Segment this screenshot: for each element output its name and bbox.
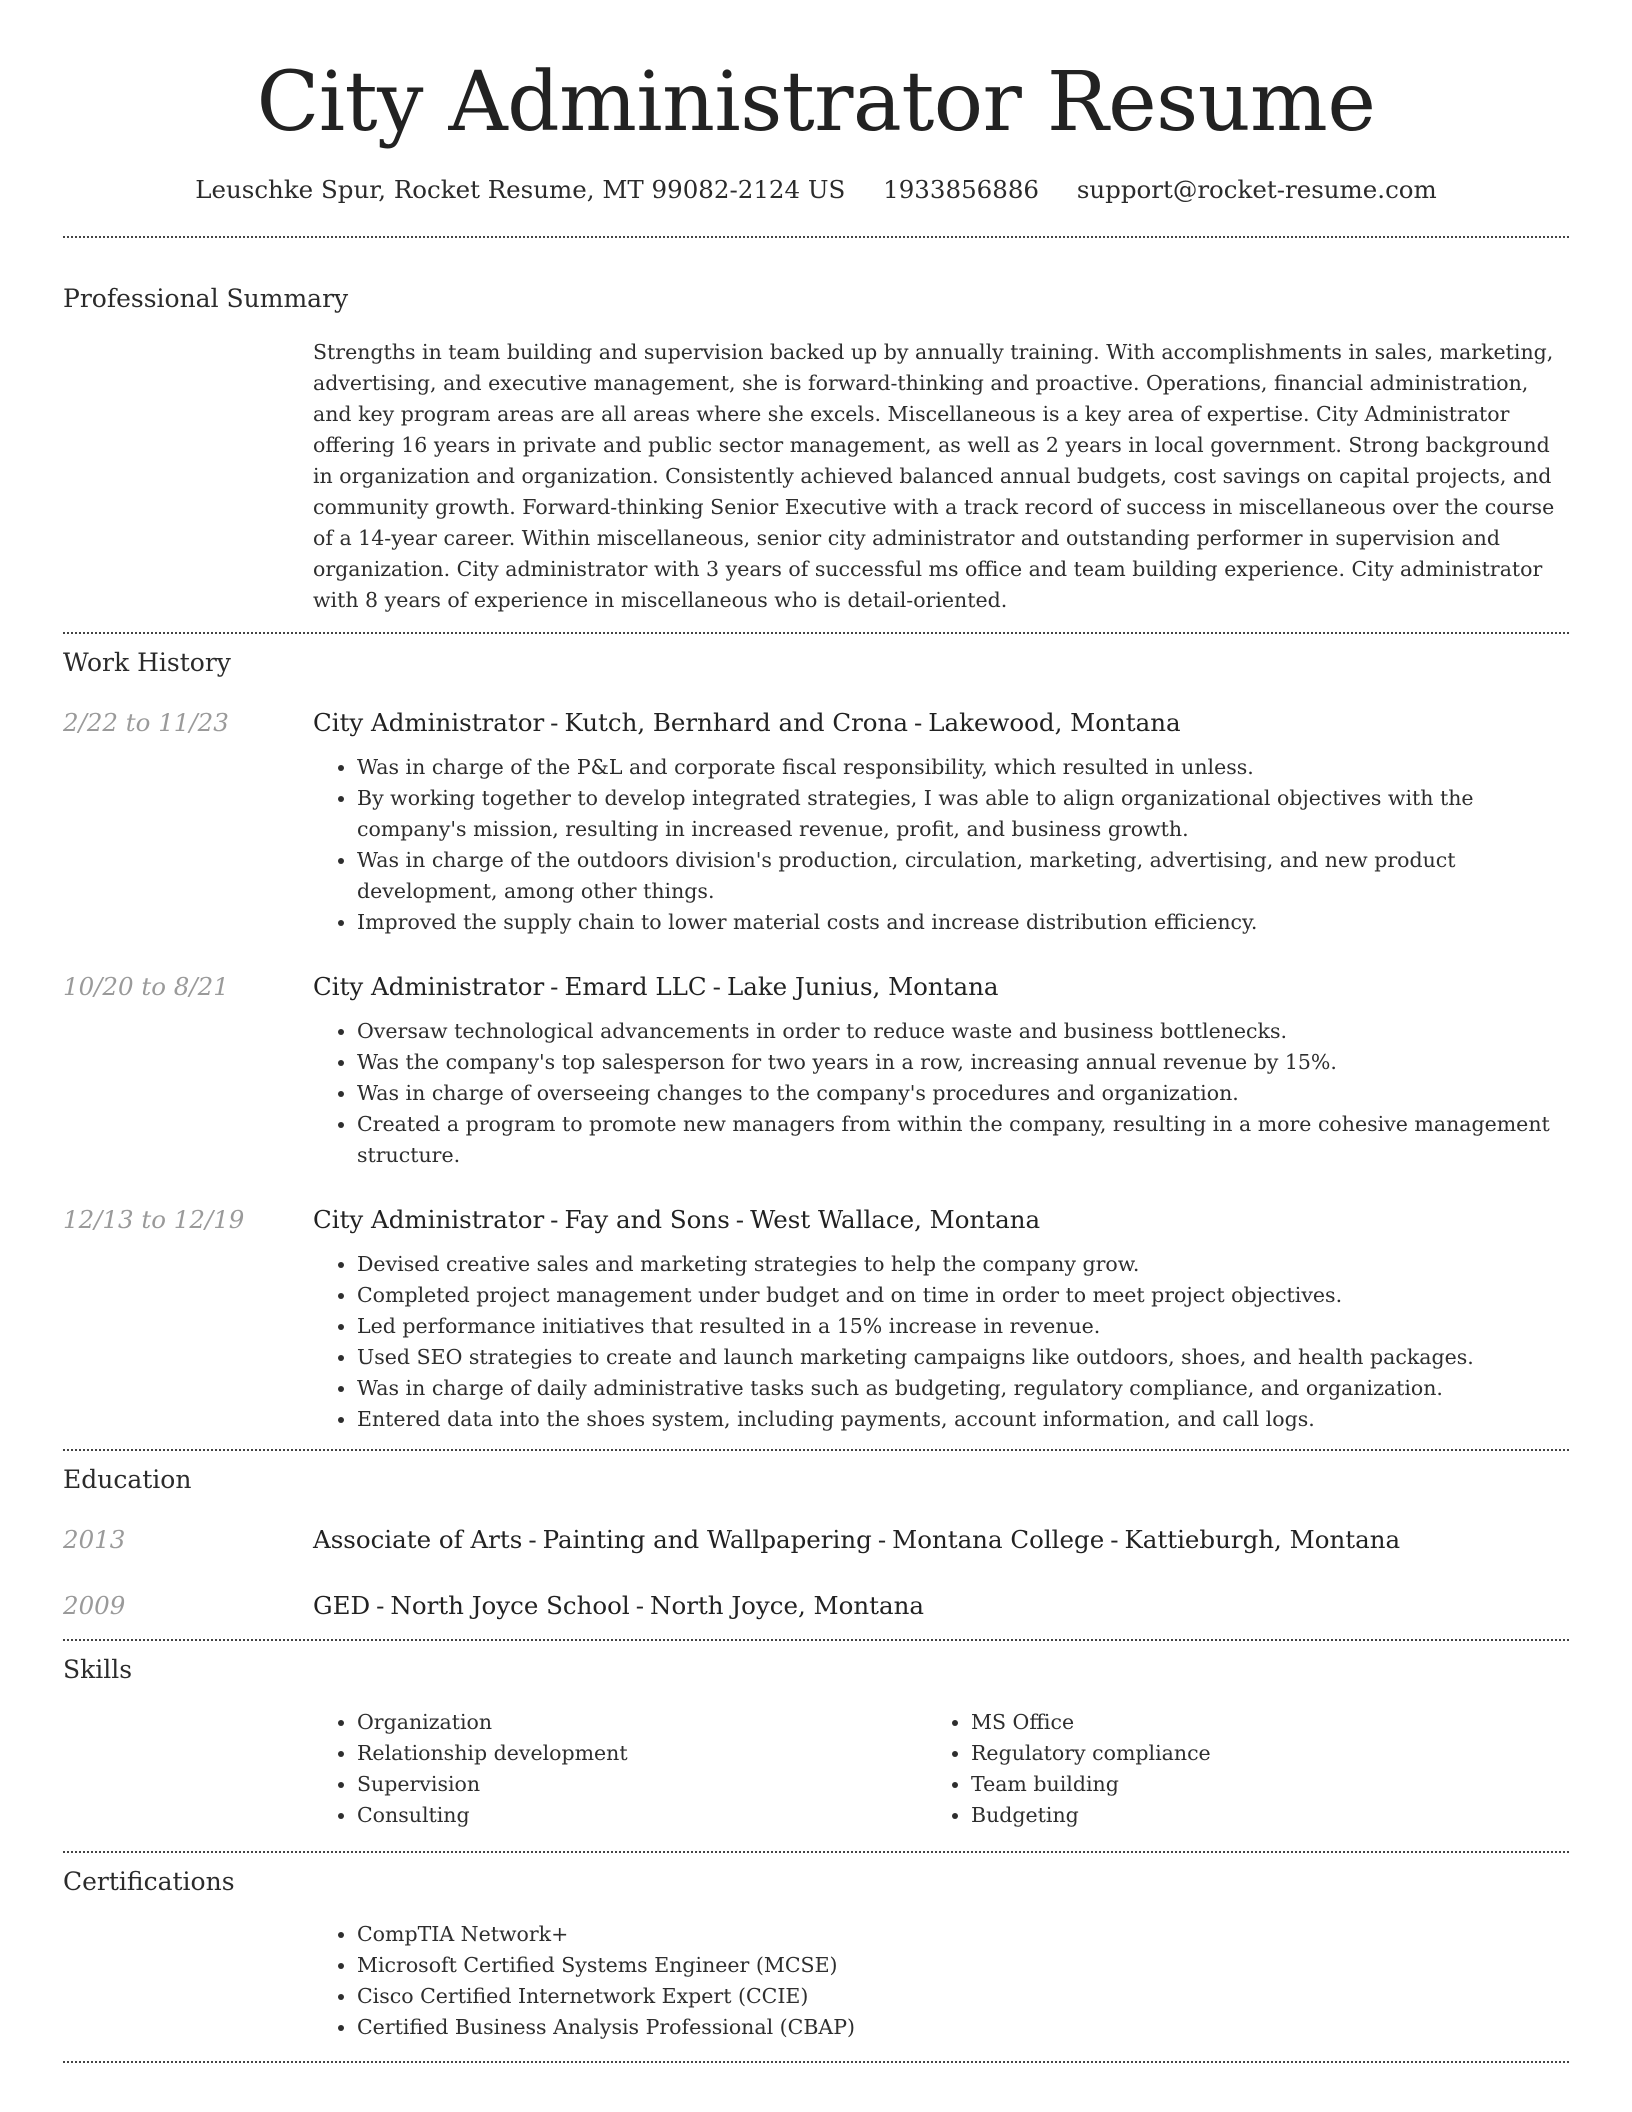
job-location: Lake Junius, Montana: [726, 972, 999, 1001]
certification-item: • Microsoft Certified Systems Engineer (MCSE): [357, 1950, 1569, 1981]
education-heading-line: [313, 1523, 1569, 1557]
skills-list: [927, 1707, 1541, 1831]
work-dates: 10/20 to 8/21: [63, 972, 229, 1001]
job-title: City Administrator: [313, 1205, 545, 1234]
certification-item: • Cisco Certified Internetwork Expert (CCIE): [357, 1981, 1569, 2012]
separator: -: [635, 1591, 645, 1620]
education-heading: Education: [63, 1465, 192, 1494]
list-item: • Entered data into the shoes system, including payments, account information, and call logs.: [357, 1404, 1569, 1435]
list-item: • Oversaw technological advancements in order to reduce waste and business bottlenecks.: [357, 1016, 1569, 1047]
contact-phone: 1933856886: [883, 175, 1040, 204]
divider: [63, 2061, 1569, 2063]
list-item: • Was in charge of the outdoors division's production, circulation, marketing, advertising, and new product development, among other things.: [357, 845, 1569, 907]
cert-bullets: [313, 1919, 1569, 2043]
work-history-heading: Work History: [63, 648, 231, 677]
education-body: [313, 1523, 1569, 1557]
education-section: [63, 1451, 1569, 1623]
separator: -: [550, 972, 559, 1001]
separator: -: [550, 1205, 559, 1234]
job-title: City Administrator: [313, 708, 545, 737]
list-item: • Used SEO strategies to create and launch marketing campaigns like outdoors, shoes, and health packages.: [357, 1342, 1569, 1373]
skill-item: • Budgeting: [971, 1800, 1541, 1831]
education-entry: [63, 1589, 1569, 1623]
page-title: City Administrator Resume: [256, 55, 1376, 150]
work-body: [313, 970, 1569, 1171]
education-body: [313, 1589, 1569, 1623]
skills-column-left: [313, 1707, 927, 1831]
work-body: [313, 1203, 1569, 1435]
skills-section: [63, 1641, 1569, 1831]
certifications-section: [63, 1853, 1569, 2043]
school-location: North Joyce, Montana: [650, 1591, 925, 1620]
skills-list: [313, 1707, 927, 1831]
separator: -: [913, 708, 923, 737]
work-history-section: [63, 634, 1569, 1435]
separator: -: [550, 708, 559, 737]
list-item: • Was in charge of the P&L and corporate fiscal responsibility, which resulted in unless.: [357, 752, 1569, 783]
list-item: • Was in charge of daily administrative tasks such as budgeting, regulatory compliance, and organization.: [357, 1373, 1569, 1404]
work-bullets: [313, 752, 1569, 938]
skill-item: • Team building: [971, 1769, 1541, 1800]
summary-section: [63, 238, 1569, 616]
list-item: • Was the company's top salesperson for two years in a row, increasing annual revenue by 15%.: [357, 1047, 1569, 1078]
list-item: • Completed project management under budget and on time in order to meet project objectives.: [357, 1280, 1569, 1311]
separator: -: [528, 1525, 537, 1554]
skill-item: • Consulting: [357, 1800, 927, 1831]
work-bullets: [313, 1249, 1569, 1435]
company-name: Kutch, Bernhard and Crona: [564, 708, 908, 737]
skill-item: • Regulatory compliance: [971, 1738, 1541, 1769]
contact-address: Leuschke Spur, Rocket Resume, MT 99082-2124 US: [195, 175, 846, 204]
school-name: North Joyce School: [390, 1591, 630, 1620]
education-entry: [63, 1523, 1569, 1557]
skills-grid: [313, 1707, 1569, 1831]
skill-item: • Organization: [357, 1707, 927, 1738]
list-item: • Was in charge of overseeing changes to the company's procedures and organization.: [357, 1078, 1569, 1109]
skills-heading: Skills: [63, 1655, 133, 1684]
separator: -: [1110, 1525, 1119, 1554]
education-year: 2009: [63, 1591, 126, 1620]
work-heading: [313, 970, 1569, 1004]
work-heading: [313, 706, 1569, 740]
work-body: [313, 706, 1569, 938]
work-entry: [63, 970, 1569, 1171]
school-location: Kattieburgh, Montana: [1124, 1525, 1401, 1554]
job-title: City Administrator: [313, 972, 545, 1001]
certification-item: • CompTIA Network+: [357, 1919, 1569, 1950]
work-entry: [63, 706, 1569, 938]
school-name: Montana College: [892, 1525, 1105, 1554]
skill-item: • Supervision: [357, 1769, 927, 1800]
certifications-heading: Certifications: [63, 1867, 235, 1896]
skill-item: • MS Office: [971, 1707, 1541, 1738]
summary-heading: Professional Summary: [63, 284, 349, 313]
separator: -: [735, 1205, 745, 1234]
list-item: • Created a program to promote new managers from within the company, resulting in a more cohesive management structure.: [357, 1109, 1569, 1171]
work-bullets: [313, 1016, 1569, 1171]
skills-column-right: [927, 1707, 1541, 1831]
list-item: • Devised creative sales and marketing strategies to help the company grow.: [357, 1249, 1569, 1280]
work-dates: 2/22 to 11/23: [63, 708, 229, 737]
company-name: Fay and Sons: [564, 1205, 730, 1234]
job-location: West Wallace, Montana: [750, 1205, 1041, 1234]
education-year: 2013: [63, 1525, 126, 1554]
contact-email: support@rocket-resume.com: [1076, 175, 1437, 204]
work-dates: 12/13 to 12/19: [63, 1205, 245, 1234]
field-of-study: Painting and Wallpapering: [542, 1525, 872, 1554]
list-item: • Led performance initiatives that resulted in a 15% increase in revenue.: [357, 1311, 1569, 1342]
skill-item: • Relationship development: [357, 1738, 927, 1769]
company-name: Emard LLC: [564, 972, 707, 1001]
separator: -: [712, 972, 721, 1001]
education-heading-line: [313, 1589, 1569, 1623]
list-item: • By working together to develop integrated strategies, I was able to align organizational objectives with the company's mission, resulting in increased revenue, profit, and business growth.: [357, 783, 1569, 845]
contact-line: [63, 174, 1569, 206]
separator: -: [376, 1591, 385, 1620]
work-heading: [313, 1203, 1569, 1237]
separator: -: [877, 1525, 887, 1554]
certification-item: • Certified Business Analysis Professional (CBAP): [357, 2012, 1569, 2043]
job-location: Lakewood, Montana: [928, 708, 1181, 737]
degree: GED: [313, 1591, 371, 1620]
degree: Associate of Arts: [313, 1525, 523, 1554]
summary-text: Strengths in team building and supervision backed up by annually training. With accomplishments in sales, marketing, advertising, and executive management, she is forward-thinking and proactive. Operations, financial administration, and key program areas are all areas where she excels. Miscellaneous is a key area of expertise. City Administrator offering 16 years in private and public sector management, as well as 2 years in local government. Strong background in organization and organization. Consistently achieved balanced annual budgets, cost savings on capital projects, and community growth. Forward-thinking Senior Executive with a track record of success in miscellaneous over the course of a 14-year career. Within miscellaneous, senior city administrator and outstanding performer in supervision and organization. City administrator with 3 years of successful ms office and team building experience. City administrator with 8 years of experience in miscellaneous who is detail-oriented.: [313, 340, 1555, 612]
certifications-list: [313, 1919, 1569, 2043]
list-item: • Improved the supply chain to lower material costs and increase distribution efficiency.: [357, 907, 1569, 938]
work-entry: [63, 1203, 1569, 1435]
